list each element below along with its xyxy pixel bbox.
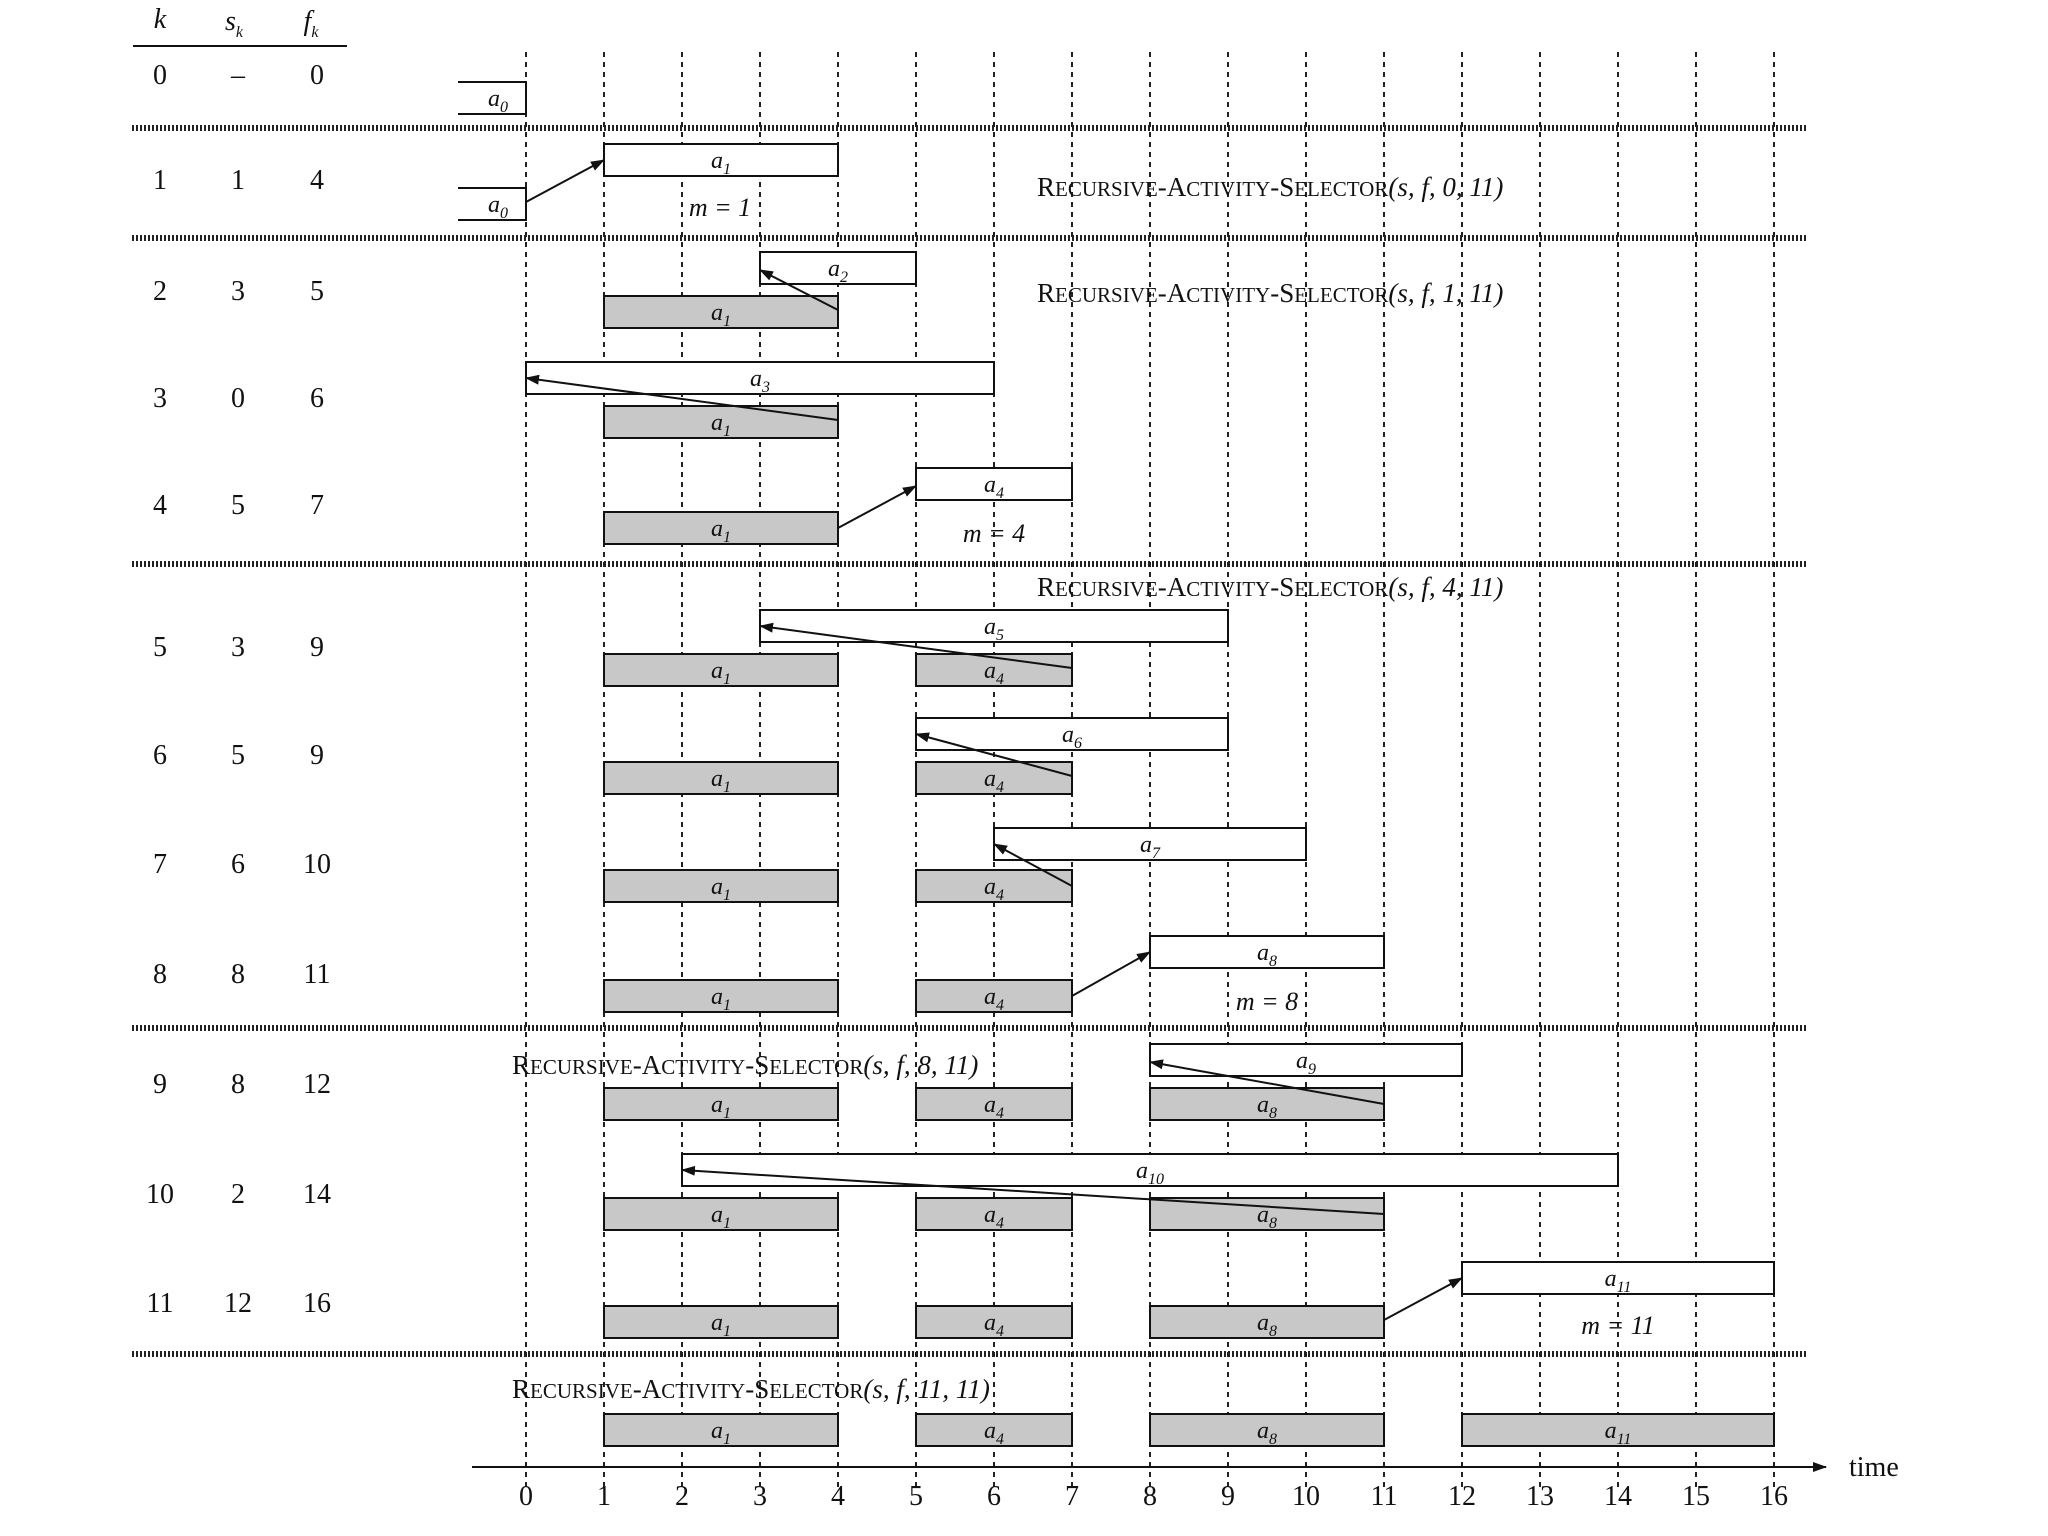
table-cell-s: 1 <box>231 165 245 196</box>
tick-label-0: 0 <box>519 1481 533 1512</box>
activity-a1-selected <box>604 1306 838 1340</box>
activity-a11 <box>1462 1262 1774 1296</box>
table-cell-f: 9 <box>310 632 324 663</box>
activity-label-a8: $a_8$ <box>1257 1092 1277 1122</box>
tick-label-7: 7 <box>1065 1481 1079 1512</box>
activity-a7 <box>994 828 1306 862</box>
table-cell-k: 6 <box>153 740 167 771</box>
m-label-1: m = 1 <box>688 193 752 222</box>
activity-a11-selected <box>1462 1414 1774 1448</box>
activity-a4-selected <box>916 1306 1072 1340</box>
table-cell-s: 3 <box>231 632 245 663</box>
activity-label-a8: $a_8$ <box>1257 1310 1277 1340</box>
m-label-4: m = 4 <box>962 519 1026 548</box>
activity-label-a4: $a_4$ <box>984 1092 1004 1122</box>
tick-label-6: 6 <box>987 1481 1001 1512</box>
table-cell-s: – <box>231 60 245 91</box>
time-axis-ticks <box>519 1481 1788 1512</box>
table-cell-s: 12 <box>224 1288 252 1319</box>
activity-label-a3: $a_3$ <box>750 366 770 396</box>
activity-label-a1: $a_1$ <box>711 516 731 546</box>
activity-label-a1: $a_1$ <box>711 874 731 904</box>
call-label-4: RECURSIVE-ACTIVITY-SELECTOR(s, f, 11, 11) <box>512 1374 990 1404</box>
activity-a3 <box>526 362 994 396</box>
activity-label-a10: $a_{10}$ <box>1136 1158 1164 1188</box>
activity-label-a5: $a_5$ <box>984 614 1004 644</box>
table-cell-k: 2 <box>153 276 167 307</box>
table-cell-s: 2 <box>231 1179 245 1210</box>
activity-label-a1: $a_1$ <box>711 1418 731 1448</box>
table-cell-f: 7 <box>310 490 324 521</box>
table-cell-s: 6 <box>231 849 245 880</box>
activity-a4-selected <box>916 654 1072 688</box>
table-cell-k: 9 <box>153 1069 167 1100</box>
activity-label-a4: $a_4$ <box>984 658 1004 688</box>
activity-label-a9: $a_9$ <box>1296 1048 1316 1078</box>
table-cell-k: 10 <box>146 1179 174 1210</box>
tick-label-5: 5 <box>909 1481 923 1512</box>
activity-label-a4: $a_4$ <box>984 1418 1004 1448</box>
tick-label-10: 10 <box>1292 1481 1320 1512</box>
tick-label-4: 4 <box>831 1481 845 1512</box>
table-cell-k: 4 <box>153 490 167 521</box>
activity-a1-selected <box>604 1414 838 1448</box>
table-cell-s: 0 <box>231 383 245 414</box>
activity-label-a6: $a_6$ <box>1062 722 1082 752</box>
table-cell-f: 16 <box>303 1288 331 1319</box>
activity-a4-selected <box>916 870 1072 904</box>
table-cell-f: 4 <box>310 165 324 196</box>
arrow-10 <box>1384 1278 1462 1320</box>
arrow-3 <box>838 486 916 528</box>
table-cell-k: 7 <box>153 849 167 880</box>
tick-label-1: 1 <box>597 1481 611 1512</box>
activity-label-a4: $a_4$ <box>984 984 1004 1014</box>
table-cell-f: 12 <box>303 1069 331 1100</box>
tick-label-14: 14 <box>1604 1481 1632 1512</box>
activity-label-a1: $a_1$ <box>711 1202 731 1232</box>
arrow-0 <box>526 160 604 202</box>
activity-label-a7: $a_7$ <box>1140 832 1160 862</box>
activity-label-a0: $a_0$ <box>488 86 508 116</box>
activity-label-a1: $a_1$ <box>711 148 731 178</box>
activity-a8-selected <box>1150 1306 1384 1340</box>
activity-a10 <box>682 1154 1618 1188</box>
activity-label-a4: $a_4$ <box>984 874 1004 904</box>
activity-a4 <box>916 468 1072 502</box>
activity-label-a1: $a_1$ <box>711 1310 731 1340</box>
activity-a1-selected <box>604 296 838 330</box>
table-cell-f: 14 <box>303 1179 331 1210</box>
header-s: $s_k$ <box>224 6 244 41</box>
tick-label-9: 9 <box>1221 1481 1235 1512</box>
activity-label-a1: $a_1$ <box>711 658 731 688</box>
activity-a9 <box>1150 1044 1462 1078</box>
activity-label-a4: $a_4$ <box>984 766 1004 796</box>
table-cell-s: 3 <box>231 276 245 307</box>
activity-label-a2: $a_2$ <box>828 256 848 286</box>
activity-a8-selected <box>1150 1088 1384 1122</box>
activity-a8-selected <box>1150 1414 1384 1448</box>
activity-label-a1: $a_1$ <box>711 984 731 1014</box>
table-cell-s: 8 <box>231 959 245 990</box>
table-cell-f: 9 <box>310 740 324 771</box>
table-cell-k: 8 <box>153 959 167 990</box>
m-label-11: m = 11 <box>1581 1311 1655 1340</box>
table-cell-k: 1 <box>153 165 167 196</box>
activity-a1-selected <box>604 654 838 688</box>
activity-label-a8: $a_8$ <box>1257 1202 1277 1232</box>
activity-label-a4: $a_4$ <box>984 1202 1004 1232</box>
activity-label-a11: $a_{11}$ <box>1604 1418 1632 1448</box>
header-f: $f_k$ <box>303 6 319 41</box>
table-cell-f: 10 <box>303 849 331 880</box>
activity-a4-selected <box>916 1414 1072 1448</box>
activity-label-a8: $a_8$ <box>1257 940 1277 970</box>
table-cell-s: 5 <box>231 490 245 521</box>
m-label-8: m = 8 <box>1235 987 1299 1016</box>
table-cell-f: 5 <box>310 276 324 307</box>
tick-label-15: 15 <box>1682 1481 1710 1512</box>
table-cell-k: 0 <box>153 60 167 91</box>
table-cell-s: 8 <box>231 1069 245 1100</box>
activity-a5 <box>760 610 1228 644</box>
time-axis-label: time <box>1849 1452 1899 1483</box>
tick-label-13: 13 <box>1526 1481 1554 1512</box>
activity-a1-selected <box>604 1198 838 1232</box>
header-k: k <box>153 4 167 35</box>
tick-label-3: 3 <box>753 1481 767 1512</box>
tick-label-16: 16 <box>1760 1481 1788 1512</box>
activity-label-a1: $a_1$ <box>711 300 731 330</box>
table-cell-k: 5 <box>153 632 167 663</box>
tick-label-8: 8 <box>1143 1481 1157 1512</box>
tick-label-12: 12 <box>1448 1481 1476 1512</box>
call-label-1: RECURSIVE-ACTIVITY-SELECTOR(s, f, 1, 11) <box>1037 278 1504 308</box>
table-rows <box>146 60 331 1319</box>
activity-label-a8: $a_8$ <box>1257 1418 1277 1448</box>
call-label-2: RECURSIVE-ACTIVITY-SELECTOR(s, f, 4, 11) <box>1037 572 1504 602</box>
activity-label-a4: $a_4$ <box>984 472 1004 502</box>
arrow-7 <box>1072 952 1150 996</box>
time-axis <box>472 1452 1899 1512</box>
table-cell-k: 11 <box>146 1288 174 1319</box>
activity-label-a1: $a_1$ <box>711 766 731 796</box>
activity-a8-selected <box>1150 1198 1384 1232</box>
table-cell-f: 11 <box>303 959 331 990</box>
table-cell-f: 6 <box>310 383 324 414</box>
activity-a1-selected <box>604 512 838 546</box>
activity-a4-selected <box>916 762 1072 796</box>
activity-a4-selected <box>916 980 1072 1014</box>
table-cell-f: 0 <box>310 60 324 91</box>
call-label-0: RECURSIVE-ACTIVITY-SELECTOR(s, f, 0, 11) <box>1037 172 1504 202</box>
activity-label-a0: $a_0$ <box>488 192 508 222</box>
activity-a4-selected <box>916 1088 1072 1122</box>
tick-label-11: 11 <box>1370 1481 1398 1512</box>
activity-label-a4: $a_4$ <box>984 1310 1004 1340</box>
call-label-3: RECURSIVE-ACTIVITY-SELECTOR(s, f, 8, 11) <box>512 1050 979 1080</box>
activity-a8 <box>1150 936 1384 970</box>
activity-label-a1: $a_1$ <box>711 410 731 440</box>
tick-label-2: 2 <box>675 1481 689 1512</box>
activity-a0 <box>458 188 526 222</box>
activity-a1-selected <box>604 980 838 1014</box>
activity-a1 <box>604 144 838 178</box>
activity-a4-selected <box>916 1198 1072 1232</box>
activity-label-a11: $a_{11}$ <box>1604 1266 1632 1296</box>
activity-label-a1: $a_1$ <box>711 1092 731 1122</box>
activity-a1-selected <box>604 406 838 440</box>
activity-a0 <box>458 82 526 116</box>
table-header <box>133 4 347 46</box>
activity-a1-selected <box>604 1088 838 1122</box>
activity-a1-selected <box>604 870 838 904</box>
activity-a1-selected <box>604 762 838 796</box>
table-cell-k: 3 <box>153 383 167 414</box>
table-cell-s: 5 <box>231 740 245 771</box>
